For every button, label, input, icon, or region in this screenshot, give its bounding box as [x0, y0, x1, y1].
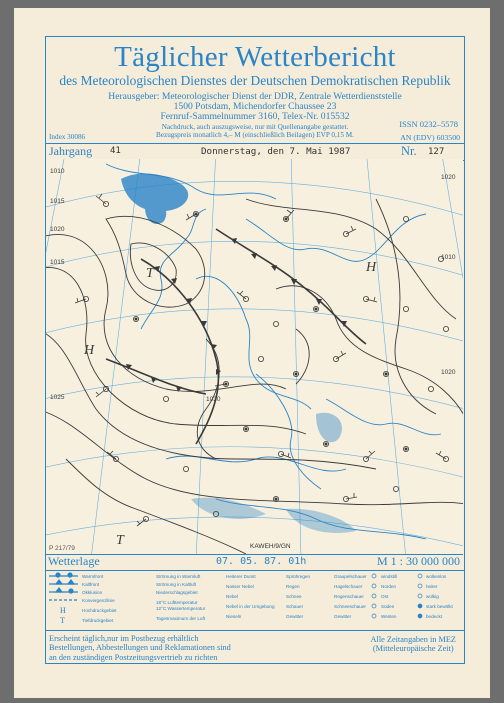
- map-credit: KAWEH/9/GN: [250, 543, 291, 550]
- map-legend: [46, 570, 464, 631]
- isobar-label: 1020: [441, 174, 456, 181]
- legend-item: 12°C Wassertemperatur: [156, 606, 206, 611]
- legend-item: Hagelschauer: [334, 584, 363, 589]
- legend-item: Schnee: [286, 594, 302, 599]
- legend-item: Gewitter: [334, 614, 352, 619]
- legend-item: Nebel in der Umgebung: [226, 604, 275, 609]
- legend-item: wolkenlos: [426, 574, 447, 579]
- legend-item: Okklusion: [82, 590, 103, 595]
- high-pressure-label: H: [366, 260, 377, 275]
- legend-item: Niederschlagsgebiet: [156, 590, 198, 595]
- legend-item: Hochdruckgebiet: [82, 608, 117, 613]
- legend-item: stark bewölkt: [426, 604, 453, 609]
- jahrgang-number: 41: [110, 146, 121, 156]
- legend-item: Ost: [381, 594, 389, 599]
- isobar-label: 1025: [50, 394, 65, 401]
- address-line: 1500 Potsdam, Michendorfer Chaussee 23: [173, 101, 337, 112]
- legend-high-symbol: H: [60, 606, 66, 615]
- issn-number: ISSN 0232–5578: [399, 119, 458, 129]
- newspaper-sheet: [14, 8, 490, 698]
- publisher-line: Herausgeber: Meteorologischer Dienst der DDR, Zentrale Wetterdienststelle: [108, 91, 402, 102]
- issue-nr-label: Nr.: [401, 144, 417, 158]
- timezone-line: (Mitteleuropäische Zeit): [372, 644, 454, 654]
- legend-item: Strömung in Kaltluft: [156, 582, 197, 587]
- legend-item: bedeckt: [426, 614, 443, 619]
- legend-item: Gewitter: [286, 614, 304, 619]
- low-pressure-label: T: [146, 266, 154, 281]
- legend-item: Nieseln: [226, 614, 242, 619]
- legend-item: Schneeschauer: [334, 604, 366, 609]
- legend-item: Süden: [381, 604, 395, 609]
- page-subtitle: des Meteorologischen Dienstes der Deutschen Demokratischen Republik: [59, 73, 451, 88]
- legend-item: heiter: [426, 584, 438, 589]
- legend-low-symbol: T: [60, 616, 65, 625]
- an-number: AN (EDV) 603500: [400, 133, 460, 142]
- phone-line: Fernruf-Sammelnummer 3160, Telex-Nr. 015532: [160, 111, 350, 122]
- map-scale: M 1 : 30 000 000: [376, 554, 460, 568]
- low-pressure-label: T: [116, 533, 124, 548]
- legend-item: Tiefdruckgebiet: [82, 618, 114, 623]
- jahrgang-label: Jahrgang: [49, 144, 93, 158]
- subscription-note: [49, 634, 231, 662]
- page-title: Täglicher Wetterbericht: [114, 41, 396, 73]
- isobar-label: 1010: [50, 168, 65, 175]
- wetterlage-datetime: 07. 05. 87. 01h: [216, 556, 307, 567]
- subscription-line: an den zuständigen Postzeitungsvertrieb zu richten: [49, 652, 218, 662]
- station-code: P 217/79: [49, 545, 75, 552]
- reprint-note: Nachdruck, auch auszugsweise, nur mit Quellenangabe gestattet.: [161, 123, 349, 131]
- legend-item: Westen: [381, 614, 397, 619]
- legend-item: Regenschauer: [334, 594, 364, 599]
- legend-item: Warmfront: [82, 574, 104, 579]
- isobar-label: 1015: [50, 198, 65, 205]
- timezone-note: [371, 635, 456, 654]
- timezone-line: Alle Zeitangaben in MEZ: [370, 635, 456, 644]
- isobar-label: 1020: [50, 226, 65, 233]
- wetterlage-row: [46, 554, 464, 571]
- price-note: Bezugspreis monatlich 4,– M (einschließlich Beilagen) EVP 0,15 M.: [156, 131, 354, 139]
- legend-item: Sprühregen: [286, 574, 311, 579]
- legend-item: Regen: [286, 584, 300, 589]
- legend-item: Graupelschauer: [334, 574, 367, 579]
- legend-item: Konvergenzlinie: [82, 598, 115, 603]
- legend-item: 18°C Lufttemperatur: [156, 600, 198, 605]
- legend-item: Schauer: [286, 604, 304, 609]
- legend-graphic: [46, 570, 463, 630]
- legend-item: Kaltfront: [82, 582, 100, 587]
- weather-map: [46, 159, 463, 555]
- legend-item: Nasser Nebel: [226, 584, 254, 589]
- high-pressure-label: H: [84, 343, 95, 358]
- issue-date: Donnerstag, den 7. Mai 1987: [201, 146, 351, 157]
- legend-item: Nebel: [226, 594, 239, 599]
- issue-nr: 127: [428, 147, 445, 157]
- subscription-line: Erscheint täglich,nur im Postbezug erhältlich: [49, 634, 199, 643]
- isobar-label: 1015: [50, 259, 65, 266]
- legend-item: Heiterer Dunst: [226, 574, 256, 579]
- legend-item: Strömung in Warmluft: [156, 574, 201, 579]
- legend-item: wolkig: [426, 594, 439, 599]
- legend-item: Tagesmaximum der Luft: [156, 616, 206, 621]
- isobar-label: 1020: [441, 369, 456, 376]
- weather-map-graphic: [46, 159, 463, 554]
- isobar-label: 1010: [441, 254, 456, 261]
- legend-item: windstill: [381, 574, 398, 579]
- index-number: Index 30086: [49, 133, 86, 141]
- subscription-line: Bestellungen, Abbestellungen und Reklamationen sind: [49, 643, 231, 653]
- wetterlage-label: Wetterlage: [48, 554, 100, 568]
- legend-item: Norden: [381, 584, 397, 589]
- isobar-label: 1030: [206, 396, 221, 403]
- bulletin-frame: [45, 36, 465, 664]
